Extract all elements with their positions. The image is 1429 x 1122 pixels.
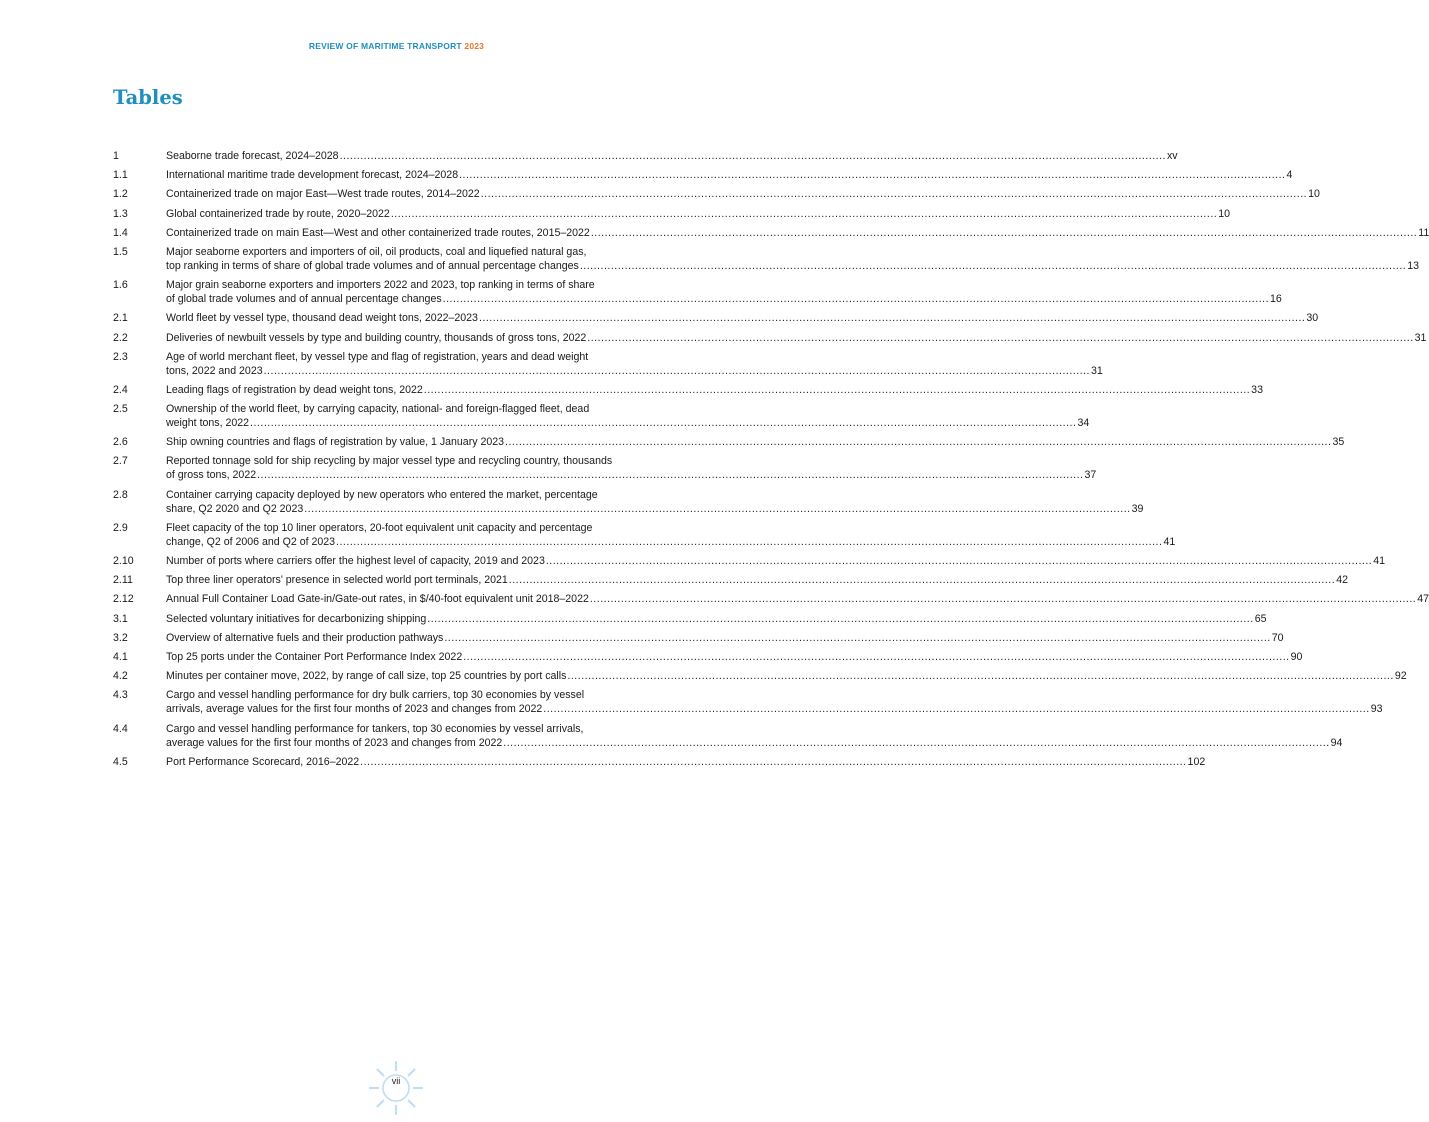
toc-entry-line [166, 573, 1348, 587]
toc-entry[interactable] [113, 187, 1320, 201]
toc-entry-number: 4.5 [113, 755, 128, 768]
toc-entry-page: 90 [1290, 650, 1303, 663]
toc-entry-title: Deliveries of newbuilt vessels by type and building country, thousands of gross tons, 2022 [166, 331, 587, 344]
toc-entry-number: 1.2 [113, 188, 128, 201]
toc-entry-number: 2.1 [113, 312, 128, 325]
toc-entry-line [166, 535, 1176, 549]
toc-entry-title: Top 25 ports under the Container Port Performance Index 2022 [166, 650, 463, 663]
toc-entry-page: 13 [1407, 259, 1420, 272]
dot-leader: ................................................................................................................................................................................................................................................ [257, 469, 1084, 482]
toc-entry[interactable] [113, 755, 1206, 769]
toc-entry-page: 39 [1131, 502, 1144, 515]
page-number: vii [391, 1076, 401, 1086]
toc-entry-line [166, 722, 681, 736]
toc-entry-title: Major seaborne exporters and importers of oil, oil products, coal and liquefied natural gas, [166, 245, 587, 258]
toc-entry-title: Global containerized trade by route, 2020–2022 [166, 207, 390, 220]
toc-entry-page: 70 [1271, 631, 1284, 644]
toc-entry[interactable] [113, 383, 1263, 397]
toc-entry[interactable] [113, 278, 1282, 306]
toc-entry-line [166, 488, 681, 502]
toc-entry-line [166, 245, 681, 259]
toc-entry-line [166, 383, 1263, 397]
dot-leader: ................................................................................................................................................................................................................................................ [390, 207, 1218, 220]
running-header [0, 41, 793, 51]
toc-entry-body [166, 383, 1263, 397]
toc-entry-page: 31 [1091, 364, 1103, 377]
toc-entry-page: 94 [1330, 736, 1343, 749]
toc-entry-body [166, 402, 1090, 430]
toc-entry-body [166, 245, 1420, 273]
toc-entry-line [166, 669, 1407, 683]
toc-entry-title: Container carrying capacity deployed by new operators who entered the market, percentage [166, 488, 598, 501]
toc-entry-line [166, 187, 1320, 201]
toc-entry-number: 2.6 [113, 436, 128, 449]
toc-entry[interactable] [113, 149, 1178, 163]
toc-entry-line [166, 612, 1267, 626]
toc-entry-body [166, 168, 1293, 182]
dot-leader: ................................................................................................................................................................................................................................................ [503, 736, 1330, 749]
toc-entry-title: Port Performance Scorecard, 2016–2022 [166, 755, 360, 768]
toc-entry[interactable] [113, 592, 1429, 606]
toc-entry-body [166, 592, 1429, 606]
toc-entry-title: Containerized trade on main East—West and other containerized trade routes, 2015–2022 [166, 226, 590, 239]
toc-entry-line [166, 350, 681, 364]
dot-leader: ................................................................................................................................................................................................................................................ [423, 383, 1251, 396]
toc-entry-page: 102 [1187, 755, 1206, 768]
toc-entry[interactable] [113, 688, 1383, 716]
toc-entry-body [166, 755, 1206, 769]
toc-entry-title: Cargo and vessel handling performance for tankers, top 30 economies by vessel arrivals, [166, 722, 584, 735]
toc-entry-body [166, 688, 1383, 716]
toc-entry-title: share, Q2 2020 and Q2 2023 [166, 502, 304, 515]
dot-leader: ................................................................................................................................................................................................................................................ [567, 670, 1394, 683]
toc-entry[interactable] [113, 612, 1267, 626]
toc-entry-page: 65 [1254, 612, 1267, 625]
toc-entry-title: weight tons, 2022 [166, 417, 250, 430]
toc-entry-number: 4.2 [113, 670, 128, 683]
toc-entry-title: tons, 2022 and 2023 [166, 364, 263, 377]
dot-leader: ................................................................................................................................................................................................................................................ [590, 226, 1418, 239]
toc-entry-title: Overview of alternative fuels and their production pathways [166, 631, 444, 644]
toc-entry-line [166, 259, 1420, 273]
toc-entry-number: 2.5 [113, 403, 128, 416]
toc-entry-number: 1.6 [113, 279, 128, 292]
dot-leader: ................................................................................................................................................................................................................................................ [250, 417, 1077, 430]
toc-entry-title: arrivals, average values for the first four months of 2023 and changes from 2022 [166, 703, 543, 716]
toc-entry-line [166, 592, 1429, 606]
toc-entry-body [166, 650, 1303, 664]
toc-entry-body [166, 278, 1282, 306]
toc-entry-title: Reported tonnage sold for ship recycling by major vessel type and recycling country, thousands [166, 455, 613, 468]
toc-entry-number: 2.10 [113, 555, 134, 567]
sun-ray [409, 1101, 415, 1107]
toc-entry[interactable] [113, 207, 1230, 221]
toc-entry-page: 10 [1218, 207, 1230, 220]
toc-entry[interactable] [113, 454, 1097, 482]
dot-leader: ................................................................................................................................................................................................................................................ [589, 593, 1417, 606]
toc-entry[interactable] [113, 573, 1348, 587]
dot-leader: ................................................................................................................................................................................................................................................ [508, 574, 1336, 587]
toc-entry-line [166, 521, 681, 535]
toc-entry-line [166, 364, 1103, 378]
toc-entry-line [166, 650, 1303, 664]
toc-entry-title: Top three liner operators' presence in selected world port terminals, 2021 [166, 574, 508, 587]
toc-entry-body [166, 331, 1427, 345]
toc-entry-line [166, 278, 681, 292]
dot-leader: ................................................................................................................................................................................................................................................ [336, 535, 1163, 548]
toc-entry-body [166, 521, 1176, 549]
toc-entry-page: 34 [1077, 417, 1090, 430]
toc-entry-page: 42 [1336, 574, 1348, 587]
toc-entry-page: 33 [1251, 383, 1263, 396]
running-header-title: REVIEW OF MARITIME TRANSPORT [308, 41, 462, 51]
toc-entry[interactable] [113, 350, 1103, 378]
toc-entry-line [166, 502, 1144, 516]
dot-leader: ................................................................................................................................................................................................................................................ [442, 293, 1270, 306]
toc-entry-page: xv [1166, 150, 1178, 162]
sun-ray [378, 1101, 384, 1107]
toc-entry-body [166, 149, 1178, 163]
dot-leader: ................................................................................................................................................................................................................................................ [463, 650, 1290, 663]
toc-entry-line [166, 736, 1343, 750]
toc-entry-line [166, 631, 1284, 645]
toc-entry-body [166, 488, 1144, 516]
toc-entry-page: 47 [1417, 593, 1429, 606]
toc-entry-body [166, 573, 1348, 587]
toc-entry-title: Ship owning countries and flags of registration by value, 1 January 2023 [166, 436, 505, 449]
toc-entry-number: 2.11 [113, 574, 133, 587]
toc-entry-line [166, 207, 1230, 221]
toc-entry-number: 2.2 [113, 331, 128, 344]
dot-leader: ................................................................................................................................................................................................................................................ [543, 703, 1370, 716]
toc-entry-number: 4.3 [113, 689, 128, 702]
sun-ray [409, 1070, 415, 1076]
toc-entry-title: Seaborne trade forecast, 2024–2028 [166, 150, 339, 162]
toc-entry-line [166, 226, 1429, 240]
toc-entry-line [166, 311, 1319, 325]
dot-leader: ................................................................................................................................................................................................................................................ [478, 312, 1306, 325]
toc-entry-page: 41 [1163, 535, 1176, 548]
toc-entry-body [166, 631, 1284, 645]
toc-entry-number: 2.4 [113, 383, 128, 396]
toc-entry[interactable] [113, 488, 1144, 516]
table-of-tables [113, 149, 1429, 774]
toc-entry-line [166, 402, 681, 416]
toc-entry-number: 1 [113, 150, 119, 162]
toc-entry-body [166, 669, 1407, 683]
toc-entry-title: change, Q2 of 2006 and Q2 of 2023 [166, 535, 336, 548]
toc-entry-page: 10 [1308, 188, 1320, 201]
toc-entry-line [166, 688, 681, 702]
toc-entry-line [166, 435, 1345, 449]
toc-entry-line [166, 702, 1383, 716]
toc-entry[interactable] [113, 331, 1427, 345]
sun-ray [378, 1070, 384, 1076]
toc-entry[interactable] [113, 650, 1303, 664]
toc-entry-body [166, 311, 1319, 325]
toc-entry-line [166, 554, 1386, 568]
toc-entry-body [166, 187, 1320, 201]
toc-entry[interactable] [113, 722, 1343, 750]
sun-icon [366, 1058, 426, 1118]
toc-entry-title: International maritime trade development forecast, 2024–2028 [166, 169, 459, 182]
toc-entry-body [166, 722, 1343, 750]
toc-entry-line [166, 454, 681, 468]
dot-leader: ................................................................................................................................................................................................................................................ [444, 631, 1271, 644]
toc-entry-page: 31 [1414, 331, 1427, 344]
dot-leader: ................................................................................................................................................................................................................................................ [339, 150, 1166, 162]
toc-entry-line [166, 416, 1090, 430]
toc-entry-body [166, 350, 1103, 378]
toc-entry[interactable] [113, 226, 1429, 240]
toc-entry-number: 3.1 [113, 612, 128, 625]
toc-entry-body [166, 612, 1267, 626]
toc-entry-body [166, 554, 1386, 568]
toc-entry-page: 41 [1373, 555, 1386, 567]
toc-entry[interactable] [113, 669, 1407, 683]
toc-entry-title: Age of world merchant fleet, by vessel type and flag of registration, years and dead weight [166, 350, 589, 363]
toc-entry-body [166, 207, 1230, 221]
dot-leader: ................................................................................................................................................................................................................................................ [459, 169, 1286, 182]
toc-entry-title: Cargo and vessel handling performance for dry bulk carriers, top 30 economies by vessel [166, 689, 585, 702]
toc-entry[interactable] [113, 168, 1293, 182]
toc-entry-number: 1.3 [113, 207, 128, 220]
toc-entry[interactable] [113, 435, 1345, 449]
toc-entry-line [166, 755, 1206, 769]
toc-entry-line [166, 292, 1282, 306]
toc-entry-title: Containerized trade on major East—West trade routes, 2014–2022 [166, 188, 480, 201]
toc-entry-page: 35 [1332, 436, 1345, 449]
toc-entry-line [166, 331, 1427, 345]
toc-entry-number: 4.4 [113, 722, 128, 735]
toc-entry-page: 4 [1286, 169, 1293, 182]
toc-entry-line [166, 168, 1293, 182]
toc-entry-page: 37 [1084, 469, 1097, 482]
dot-leader: ................................................................................................................................................................................................................................................ [545, 555, 1373, 567]
toc-entry-title: Selected voluntary initiatives for decarbonizing shipping [166, 612, 427, 625]
toc-entry-page: 11 [1418, 226, 1429, 239]
toc-entry[interactable] [113, 402, 1090, 430]
toc-entry-title: Fleet capacity of the top 10 liner operators, 20-foot equivalent unit capacity and percentage [166, 521, 593, 534]
toc-entry-title: Number of ports where carriers offer the highest level of capacity, 2019 and 2023 [166, 555, 545, 567]
toc-entry-number: 2.12 [113, 593, 134, 606]
toc-entry-page: 92 [1394, 670, 1407, 683]
running-header-year: 2023 [464, 41, 485, 51]
dot-leader: ................................................................................................................................................................................................................................................ [587, 331, 1414, 344]
dot-leader: ................................................................................................................................................................................................................................................ [360, 755, 1187, 768]
toc-entry-body [166, 435, 1345, 449]
toc-entry-number: 4.1 [113, 650, 128, 663]
toc-entry-title: Ownership of the world fleet, by carrying capacity, national- and foreign-flagged fleet, dead [166, 403, 590, 416]
toc-entry-page: 16 [1270, 293, 1282, 306]
toc-entry-title: Leading flags of registration by dead weight tons, 2022 [166, 383, 423, 396]
toc-entry-line [166, 149, 1178, 163]
toc-entry-number: 2.9 [113, 521, 128, 534]
toc-entry-number: 2.7 [113, 455, 128, 468]
dot-leader: ................................................................................................................................................................................................................................................ [427, 612, 1254, 625]
toc-entry[interactable] [113, 311, 1319, 325]
toc-entry[interactable] [113, 245, 1420, 273]
toc-entry-number: 1.5 [113, 245, 128, 258]
dot-leader: ................................................................................................................................................................................................................................................ [505, 436, 1332, 449]
toc-entry-number: 2.3 [113, 350, 128, 363]
toc-entry-number: 1.1 [113, 169, 128, 182]
toc-entry[interactable] [113, 521, 1176, 549]
toc-entry-title: of gross tons, 2022 [166, 469, 257, 482]
toc-entry-number: 1.4 [113, 226, 128, 239]
toc-entry-title: World fleet by vessel type, thousand dead weight tons, 2022–2023 [166, 312, 478, 325]
toc-entry-page: 30 [1306, 312, 1319, 325]
toc-entry-title: Annual Full Container Load Gate-in/Gate-out rates, in $/40-foot equivalent unit 2018–2022 [166, 593, 589, 606]
page-title: Tables [113, 86, 183, 109]
dot-leader: ................................................................................................................................................................................................................................................ [304, 502, 1131, 515]
toc-entry[interactable] [113, 631, 1284, 645]
dot-leader: ................................................................................................................................................................................................................................................ [480, 188, 1308, 201]
toc-entry-title: of global trade volumes and of annual percentage changes [166, 293, 442, 306]
toc-entry[interactable] [113, 554, 1386, 568]
toc-entry-number: 3.2 [113, 631, 128, 644]
toc-entry-title: average values for the first four months of 2023 and changes from 2022 [166, 736, 503, 749]
dot-leader: ................................................................................................................................................................................................................................................ [263, 364, 1090, 377]
toc-entry-line [166, 468, 1097, 482]
toc-entry-number: 2.8 [113, 488, 128, 501]
toc-entry-body [166, 454, 1097, 482]
toc-entry-title: top ranking in terms of share of global trade volumes and of annual percentage changes [166, 259, 579, 272]
toc-entry-page: 93 [1370, 703, 1383, 716]
toc-entry-title: Major grain seaborne exporters and importers 2022 and 2023, top ranking in terms of share [166, 279, 595, 292]
dot-leader: ................................................................................................................................................................................................................................................ [579, 259, 1407, 272]
toc-entry-title: Minutes per container move, 2022, by range of call size, top 25 countries by port calls [166, 670, 567, 683]
toc-entry-body [166, 226, 1429, 240]
